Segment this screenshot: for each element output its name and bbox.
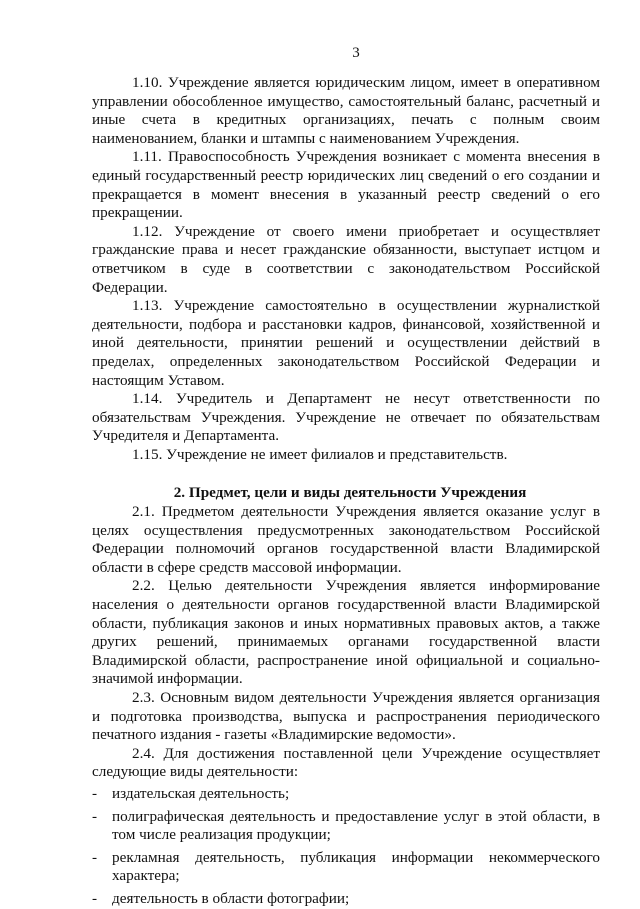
list-item (92, 849, 600, 886)
list-item (92, 785, 600, 804)
clause-1-15: 1.15. Учреждение не имеет филиалов и представительств. (132, 445, 508, 463)
clause-1-14: 1.14. Учредитель и Департамент не несут ответственности по обязательствам Учреждения. Учреждение не отвечает по обязательствам Учредителя и Департамента. (92, 390, 600, 445)
page-number: 3 (352, 45, 360, 61)
clause-1-10: 1.10. Учреждение является юридическим лицом, имеет в оперативном управлении обособленное имущество, самостоятельный баланс, расчетный и иные счета в кредитных организациях, печать с полным своим наименованием, бланки и штампы с наименованием Учреждения. (92, 74, 600, 147)
activity-list (92, 785, 600, 909)
clause-1-12: 1.12. Учреждение от своего имени приобретает и осуществляет гражданские права и несет гражданские обязанности, выступает истцом и ответчиком в суде в соответствии с законодательством Российской Федерации. (92, 222, 600, 296)
list-item-text: полиграфическая деятельность и предоставление услуг в этой области, в том числе реализация продукции; (112, 807, 600, 844)
clause-1-11: 1.11. Правоспособность Учреждения возникает с момента внесения в единый государственный реестр юридических лиц сведений о его создании и прекращается в момент внесения в указанный реестр сведений о его прекращении. (92, 148, 600, 222)
clause-2-3: 2.3. Основным видом деятельности Учреждения является организация и подготовка производства, выпуска и распространения периодического печатного издания - газеты «Владимирские ведомости». (92, 689, 600, 744)
clauses-part-2 (92, 503, 600, 782)
list-item-text: издательская деятельность; (112, 784, 290, 802)
list-item (92, 808, 600, 845)
clause-2-1: 2.1. Предметом деятельности Учреждения является оказание услуг в целях осуществления предусмотренных законодательством Российской Федерации полномочий органов государственной власти Владимирской области в сфере средств массовой информации. (92, 503, 600, 576)
clause-1-13: 1.13. Учреждение самостоятельно в осуществлении журналисткой деятельности, подбора и расстановки кадров, финансовой, хозяйственной и иной деятельности, принятии решений и осуществлении действий в пределах, определенных законодательством Российской Федерации и настоящим Уставом. (92, 297, 600, 389)
clause-2-4: 2.4. Для достижения поставленной цели Учреждение осуществляет следующие виды деятельности: (92, 744, 600, 781)
list-dash: - (92, 889, 98, 907)
list-dash: - (92, 807, 98, 825)
list-item-text: рекламная деятельность, публикация информации некоммерческого характера; (112, 848, 600, 885)
list-dash: - (92, 784, 98, 802)
clauses-part-1 (92, 74, 600, 464)
section-heading: 2. Предмет, цели и виды деятельности Учреждения (173, 484, 527, 502)
clause-2-2: 2.2. Целью деятельности Учреждения является информирование населения о деятельности органов государственной власти Владимирской области, публикация законов и иных нормативных правовых актов, а также других решений, принимаемых органами государственной власти Владимирской области, распространение иной официальной и социально-значимой информации. (92, 577, 600, 688)
list-item (92, 890, 600, 909)
list-dash: - (92, 848, 98, 866)
list-item-text: деятельность в области фотографии; (112, 889, 350, 907)
